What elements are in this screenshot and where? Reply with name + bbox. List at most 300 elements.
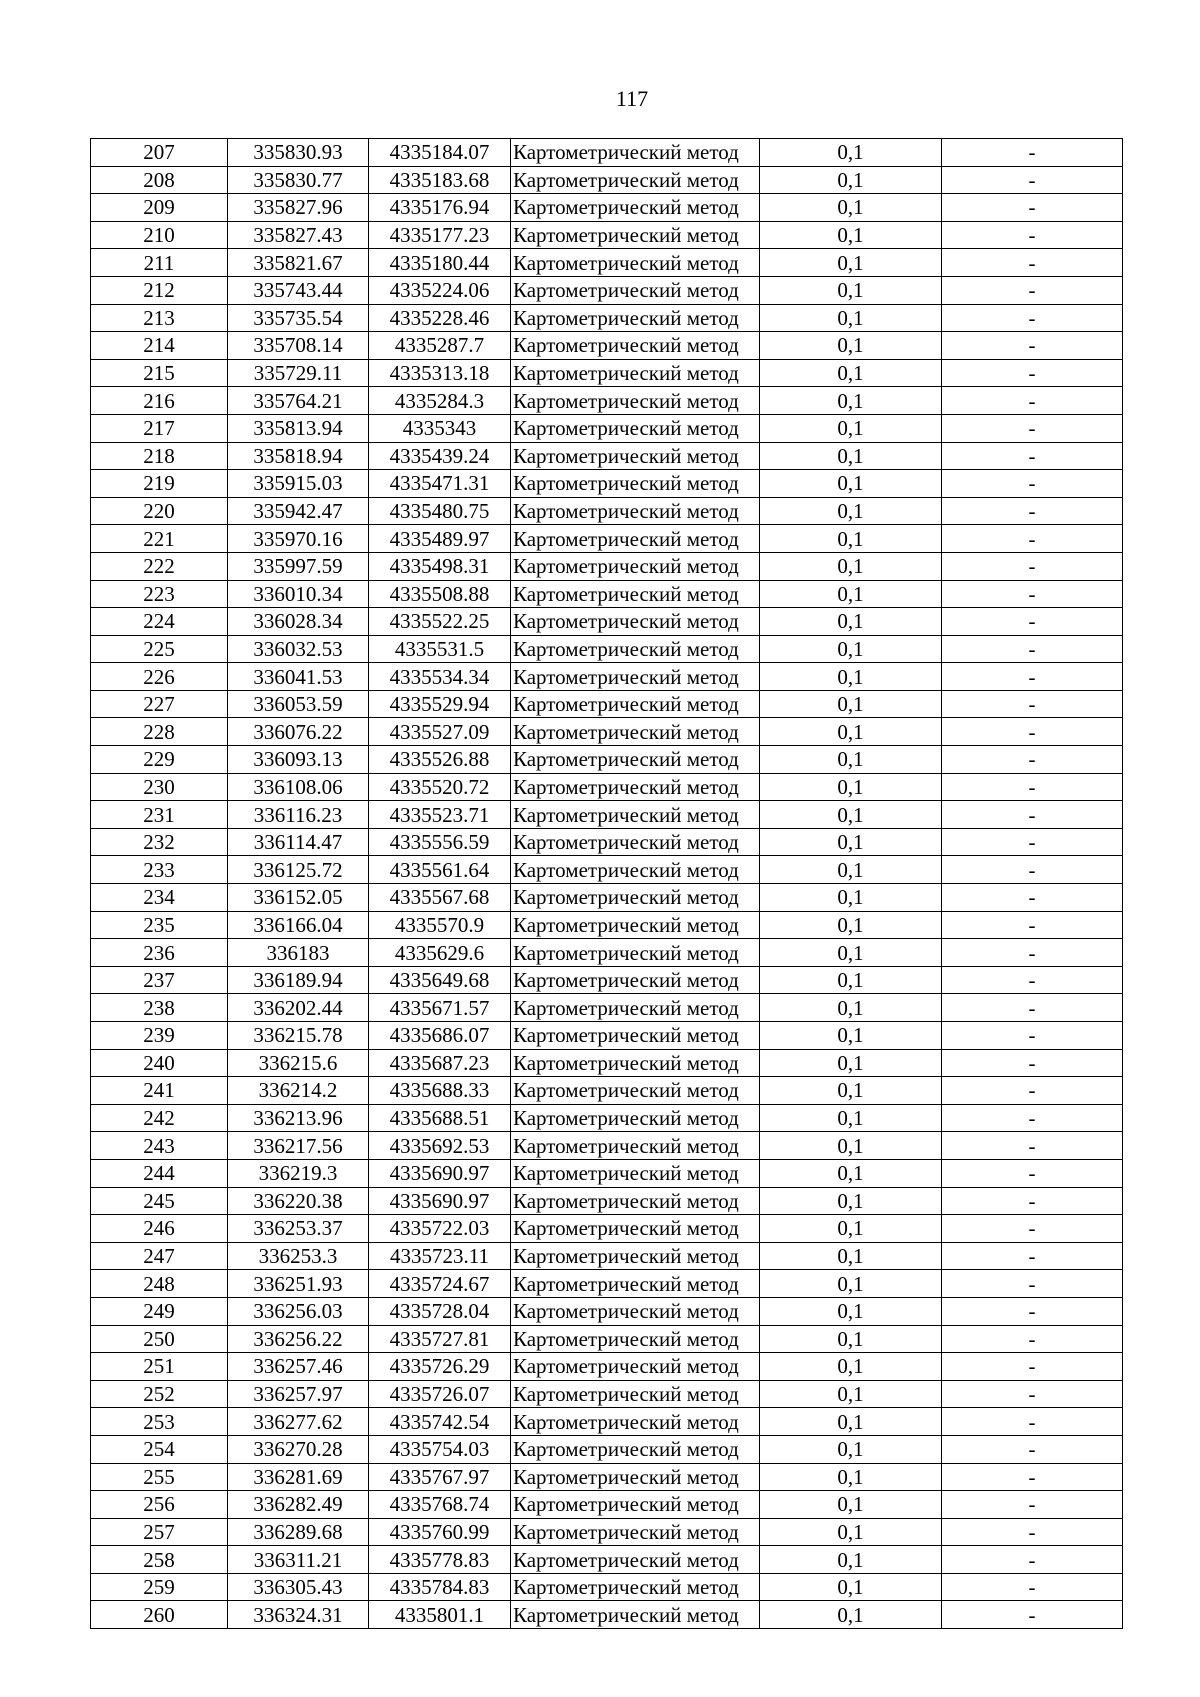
y-coordinate-cell: 4335686.07 — [369, 1022, 511, 1050]
accuracy-cell: 0,1 — [760, 1353, 942, 1381]
note-cell: - — [942, 580, 1123, 608]
table-row — [91, 580, 1123, 608]
accuracy-cell: 0,1 — [760, 718, 942, 746]
accuracy-cell: 0,1 — [760, 911, 942, 939]
point-number-cell: 260 — [91, 1601, 228, 1629]
y-coordinate-cell: 4335522.25 — [369, 608, 511, 636]
x-coordinate-cell: 336281.69 — [228, 1463, 369, 1491]
method-cell: Картометрический метод — [511, 497, 760, 525]
accuracy-cell: 0,1 — [760, 387, 942, 415]
y-coordinate-cell: 4335180.44 — [369, 249, 511, 277]
x-coordinate-cell: 336041.53 — [228, 663, 369, 691]
note-cell: - — [942, 1573, 1123, 1601]
point-number-cell: 240 — [91, 1049, 228, 1077]
accuracy-cell: 0,1 — [760, 304, 942, 332]
note-cell: - — [942, 1325, 1123, 1353]
accuracy-cell: 0,1 — [760, 1242, 942, 1270]
note-cell: - — [942, 1297, 1123, 1325]
point-number-cell: 229 — [91, 746, 228, 774]
y-coordinate-cell: 4335523.71 — [369, 801, 511, 829]
method-cell: Картометрический метод — [511, 1077, 760, 1105]
table-row — [91, 773, 1123, 801]
method-cell: Картометрический метод — [511, 1546, 760, 1574]
point-number-cell: 217 — [91, 414, 228, 442]
table-row — [91, 1601, 1123, 1629]
y-coordinate-cell: 4335727.81 — [369, 1325, 511, 1353]
table-row — [91, 911, 1123, 939]
note-cell: - — [942, 1408, 1123, 1436]
y-coordinate-cell: 4335726.29 — [369, 1353, 511, 1381]
note-cell: - — [942, 608, 1123, 636]
method-cell: Картометрический метод — [511, 1573, 760, 1601]
accuracy-cell: 0,1 — [760, 414, 942, 442]
point-number-cell: 222 — [91, 552, 228, 580]
y-coordinate-cell: 4335471.31 — [369, 470, 511, 498]
method-cell: Картометрический метод — [511, 1270, 760, 1298]
table-row — [91, 1573, 1123, 1601]
y-coordinate-cell: 4335526.88 — [369, 746, 511, 774]
table-row — [91, 442, 1123, 470]
y-coordinate-cell: 4335722.03 — [369, 1215, 511, 1243]
note-cell: - — [942, 1601, 1123, 1629]
y-coordinate-cell: 4335570.9 — [369, 911, 511, 939]
method-cell: Картометрический метод — [511, 552, 760, 580]
table-row — [91, 166, 1123, 194]
accuracy-cell: 0,1 — [760, 746, 942, 774]
note-cell: - — [942, 663, 1123, 691]
y-coordinate-cell: 4335567.68 — [369, 884, 511, 912]
y-coordinate-cell: 4335489.97 — [369, 525, 511, 553]
accuracy-cell: 0,1 — [760, 442, 942, 470]
accuracy-cell: 0,1 — [760, 828, 942, 856]
point-number-cell: 214 — [91, 332, 228, 360]
point-number-cell: 231 — [91, 801, 228, 829]
method-cell: Картометрический метод — [511, 1518, 760, 1546]
y-coordinate-cell: 4335723.11 — [369, 1242, 511, 1270]
table-row — [91, 1518, 1123, 1546]
accuracy-cell: 0,1 — [760, 1518, 942, 1546]
point-number-cell: 242 — [91, 1104, 228, 1132]
point-number-cell: 220 — [91, 497, 228, 525]
x-coordinate-cell: 336253.3 — [228, 1242, 369, 1270]
table-row — [91, 690, 1123, 718]
y-coordinate-cell: 4335690.97 — [369, 1159, 511, 1187]
accuracy-cell: 0,1 — [760, 580, 942, 608]
point-number-cell: 211 — [91, 249, 228, 277]
point-number-cell: 219 — [91, 470, 228, 498]
table-row — [91, 249, 1123, 277]
method-cell: Картометрический метод — [511, 359, 760, 387]
point-number-cell: 255 — [91, 1463, 228, 1491]
x-coordinate-cell: 336256.03 — [228, 1297, 369, 1325]
note-cell: - — [942, 828, 1123, 856]
table-row — [91, 828, 1123, 856]
y-coordinate-cell: 4335556.59 — [369, 828, 511, 856]
note-cell: - — [942, 1546, 1123, 1574]
note-cell: - — [942, 1380, 1123, 1408]
accuracy-cell: 0,1 — [760, 884, 942, 912]
x-coordinate-cell: 336053.59 — [228, 690, 369, 718]
x-coordinate-cell: 336220.38 — [228, 1187, 369, 1215]
point-number-cell: 239 — [91, 1022, 228, 1050]
method-cell: Картометрический метод — [511, 746, 760, 774]
method-cell: Картометрический метод — [511, 966, 760, 994]
accuracy-cell: 0,1 — [760, 1297, 942, 1325]
point-number-cell: 258 — [91, 1546, 228, 1574]
accuracy-cell: 0,1 — [760, 939, 942, 967]
table-row — [91, 139, 1123, 167]
note-cell: - — [942, 1518, 1123, 1546]
point-number-cell: 212 — [91, 276, 228, 304]
note-cell: - — [942, 332, 1123, 360]
note-cell: - — [942, 442, 1123, 470]
y-coordinate-cell: 4335224.06 — [369, 276, 511, 304]
point-number-cell: 251 — [91, 1353, 228, 1381]
y-coordinate-cell: 4335768.74 — [369, 1491, 511, 1519]
x-coordinate-cell: 336257.97 — [228, 1380, 369, 1408]
method-cell: Картометрический метод — [511, 1380, 760, 1408]
x-coordinate-cell: 336256.22 — [228, 1325, 369, 1353]
point-number-cell: 241 — [91, 1077, 228, 1105]
method-cell: Картометрический метод — [511, 801, 760, 829]
method-cell: Картометрический метод — [511, 442, 760, 470]
method-cell: Картометрический метод — [511, 663, 760, 691]
point-number-cell: 249 — [91, 1297, 228, 1325]
point-number-cell: 256 — [91, 1491, 228, 1519]
table-row — [91, 1353, 1123, 1381]
y-coordinate-cell: 4335228.46 — [369, 304, 511, 332]
x-coordinate-cell: 336166.04 — [228, 911, 369, 939]
accuracy-cell: 0,1 — [760, 332, 942, 360]
y-coordinate-cell: 4335287.7 — [369, 332, 511, 360]
x-coordinate-cell: 336324.31 — [228, 1601, 369, 1629]
point-number-cell: 245 — [91, 1187, 228, 1215]
point-number-cell: 234 — [91, 884, 228, 912]
table-row — [91, 276, 1123, 304]
x-coordinate-cell: 336215.78 — [228, 1022, 369, 1050]
table-row — [91, 1104, 1123, 1132]
accuracy-cell: 0,1 — [760, 552, 942, 580]
x-coordinate-cell: 336217.56 — [228, 1132, 369, 1160]
y-coordinate-cell: 4335531.5 — [369, 635, 511, 663]
note-cell: - — [942, 635, 1123, 663]
accuracy-cell: 0,1 — [760, 1104, 942, 1132]
table-row — [91, 304, 1123, 332]
note-cell: - — [942, 552, 1123, 580]
table-row — [91, 746, 1123, 774]
x-coordinate-cell: 335970.16 — [228, 525, 369, 553]
table-row — [91, 1132, 1123, 1160]
x-coordinate-cell: 336251.93 — [228, 1270, 369, 1298]
accuracy-cell: 0,1 — [760, 690, 942, 718]
x-coordinate-cell: 336270.28 — [228, 1435, 369, 1463]
accuracy-cell: 0,1 — [760, 1077, 942, 1105]
point-number-cell: 233 — [91, 856, 228, 884]
x-coordinate-cell: 335818.94 — [228, 442, 369, 470]
note-cell: - — [942, 1104, 1123, 1132]
method-cell: Картометрический метод — [511, 1435, 760, 1463]
note-cell: - — [942, 1077, 1123, 1105]
table-row — [91, 359, 1123, 387]
method-cell: Картометрический метод — [511, 1159, 760, 1187]
accuracy-cell: 0,1 — [760, 1270, 942, 1298]
x-coordinate-cell: 335915.03 — [228, 470, 369, 498]
y-coordinate-cell: 4335313.18 — [369, 359, 511, 387]
note-cell: - — [942, 994, 1123, 1022]
note-cell: - — [942, 1491, 1123, 1519]
table-row — [91, 1049, 1123, 1077]
note-cell: - — [942, 1463, 1123, 1491]
method-cell: Картометрический метод — [511, 1022, 760, 1050]
accuracy-cell: 0,1 — [760, 139, 942, 167]
y-coordinate-cell: 4335529.94 — [369, 690, 511, 718]
method-cell: Картометрический метод — [511, 828, 760, 856]
y-coordinate-cell: 4335687.23 — [369, 1049, 511, 1077]
accuracy-cell: 0,1 — [760, 249, 942, 277]
y-coordinate-cell: 4335498.31 — [369, 552, 511, 580]
accuracy-cell: 0,1 — [760, 1132, 942, 1160]
note-cell: - — [942, 1270, 1123, 1298]
method-cell: Картометрический метод — [511, 1601, 760, 1629]
x-coordinate-cell: 336028.34 — [228, 608, 369, 636]
method-cell: Картометрический метод — [511, 884, 760, 912]
note-cell: - — [942, 359, 1123, 387]
y-coordinate-cell: 4335784.83 — [369, 1573, 511, 1601]
table-row — [91, 1077, 1123, 1105]
method-cell: Картометрический метод — [511, 773, 760, 801]
point-number-cell: 259 — [91, 1573, 228, 1601]
accuracy-cell: 0,1 — [760, 166, 942, 194]
y-coordinate-cell: 4335508.88 — [369, 580, 511, 608]
note-cell: - — [942, 966, 1123, 994]
table-row — [91, 332, 1123, 360]
point-number-cell: 226 — [91, 663, 228, 691]
x-coordinate-cell: 336189.94 — [228, 966, 369, 994]
method-cell: Картометрический метод — [511, 414, 760, 442]
y-coordinate-cell: 4335728.04 — [369, 1297, 511, 1325]
point-number-cell: 248 — [91, 1270, 228, 1298]
x-coordinate-cell: 336116.23 — [228, 801, 369, 829]
note-cell: - — [942, 304, 1123, 332]
table-row — [91, 1325, 1123, 1353]
accuracy-cell: 0,1 — [760, 359, 942, 387]
point-number-cell: 250 — [91, 1325, 228, 1353]
x-coordinate-cell: 336257.46 — [228, 1353, 369, 1381]
note-cell: - — [942, 525, 1123, 553]
x-coordinate-cell: 335830.77 — [228, 166, 369, 194]
table-row — [91, 939, 1123, 967]
accuracy-cell: 0,1 — [760, 1022, 942, 1050]
method-cell: Картометрический метод — [511, 911, 760, 939]
x-coordinate-cell: 335821.67 — [228, 249, 369, 277]
y-coordinate-cell: 4335649.68 — [369, 966, 511, 994]
x-coordinate-cell: 335827.43 — [228, 221, 369, 249]
x-coordinate-cell: 336289.68 — [228, 1518, 369, 1546]
accuracy-cell: 0,1 — [760, 1546, 942, 1574]
coordinates-table-body — [91, 139, 1123, 1629]
method-cell: Картометрический метод — [511, 1491, 760, 1519]
table-row — [91, 608, 1123, 636]
note-cell: - — [942, 773, 1123, 801]
accuracy-cell: 0,1 — [760, 1435, 942, 1463]
note-cell: - — [942, 194, 1123, 222]
x-coordinate-cell: 335708.14 — [228, 332, 369, 360]
note-cell: - — [942, 856, 1123, 884]
point-number-cell: 235 — [91, 911, 228, 939]
table-row — [91, 1242, 1123, 1270]
x-coordinate-cell: 336311.21 — [228, 1546, 369, 1574]
point-number-cell: 208 — [91, 166, 228, 194]
accuracy-cell: 0,1 — [760, 525, 942, 553]
accuracy-cell: 0,1 — [760, 1491, 942, 1519]
y-coordinate-cell: 4335561.64 — [369, 856, 511, 884]
method-cell: Картометрический метод — [511, 1215, 760, 1243]
x-coordinate-cell: 336114.47 — [228, 828, 369, 856]
method-cell: Картометрический метод — [511, 608, 760, 636]
y-coordinate-cell: 4335724.67 — [369, 1270, 511, 1298]
method-cell: Картометрический метод — [511, 387, 760, 415]
y-coordinate-cell: 4335688.33 — [369, 1077, 511, 1105]
y-coordinate-cell: 4335177.23 — [369, 221, 511, 249]
method-cell: Картометрический метод — [511, 635, 760, 663]
note-cell: - — [942, 249, 1123, 277]
accuracy-cell: 0,1 — [760, 1573, 942, 1601]
point-number-cell: 218 — [91, 442, 228, 470]
note-cell: - — [942, 414, 1123, 442]
y-coordinate-cell: 4335527.09 — [369, 718, 511, 746]
method-cell: Картометрический метод — [511, 525, 760, 553]
note-cell: - — [942, 139, 1123, 167]
accuracy-cell: 0,1 — [760, 1159, 942, 1187]
method-cell: Картометрический метод — [511, 194, 760, 222]
x-coordinate-cell: 336093.13 — [228, 746, 369, 774]
x-coordinate-cell: 336032.53 — [228, 635, 369, 663]
note-cell: - — [942, 1435, 1123, 1463]
note-cell: - — [942, 470, 1123, 498]
table-row — [91, 994, 1123, 1022]
note-cell: - — [942, 1215, 1123, 1243]
point-number-cell: 244 — [91, 1159, 228, 1187]
method-cell: Картометрический метод — [511, 1408, 760, 1436]
accuracy-cell: 0,1 — [760, 608, 942, 636]
table-row — [91, 1380, 1123, 1408]
x-coordinate-cell: 335830.93 — [228, 139, 369, 167]
x-coordinate-cell: 336305.43 — [228, 1573, 369, 1601]
x-coordinate-cell: 335813.94 — [228, 414, 369, 442]
table-row — [91, 1491, 1123, 1519]
y-coordinate-cell: 4335760.99 — [369, 1518, 511, 1546]
table-row — [91, 801, 1123, 829]
point-number-cell: 236 — [91, 939, 228, 967]
x-coordinate-cell: 336183 — [228, 939, 369, 967]
y-coordinate-cell: 4335184.07 — [369, 139, 511, 167]
accuracy-cell: 0,1 — [760, 801, 942, 829]
coordinates-table — [90, 138, 1123, 1629]
x-coordinate-cell: 336125.72 — [228, 856, 369, 884]
point-number-cell: 230 — [91, 773, 228, 801]
method-cell: Картометрический метод — [511, 1104, 760, 1132]
point-number-cell: 227 — [91, 690, 228, 718]
method-cell: Картометрический метод — [511, 690, 760, 718]
x-coordinate-cell: 336282.49 — [228, 1491, 369, 1519]
x-coordinate-cell: 336108.06 — [228, 773, 369, 801]
note-cell: - — [942, 911, 1123, 939]
point-number-cell: 253 — [91, 1408, 228, 1436]
note-cell: - — [942, 1132, 1123, 1160]
table-row — [91, 884, 1123, 912]
note-cell: - — [942, 801, 1123, 829]
accuracy-cell: 0,1 — [760, 1187, 942, 1215]
x-coordinate-cell: 336253.37 — [228, 1215, 369, 1243]
method-cell: Картометрический метод — [511, 1463, 760, 1491]
table-row — [91, 1546, 1123, 1574]
x-coordinate-cell: 336213.96 — [228, 1104, 369, 1132]
y-coordinate-cell: 4335671.57 — [369, 994, 511, 1022]
accuracy-cell: 0,1 — [760, 221, 942, 249]
y-coordinate-cell: 4335754.03 — [369, 1435, 511, 1463]
accuracy-cell: 0,1 — [760, 1380, 942, 1408]
x-coordinate-cell: 336010.34 — [228, 580, 369, 608]
point-number-cell: 252 — [91, 1380, 228, 1408]
x-coordinate-cell: 335764.21 — [228, 387, 369, 415]
method-cell: Картометрический метод — [511, 1325, 760, 1353]
point-number-cell: 221 — [91, 525, 228, 553]
accuracy-cell: 0,1 — [760, 1215, 942, 1243]
method-cell: Картометрический метод — [511, 939, 760, 967]
point-number-cell: 216 — [91, 387, 228, 415]
accuracy-cell: 0,1 — [760, 773, 942, 801]
method-cell: Картометрический метод — [511, 1297, 760, 1325]
note-cell: - — [942, 1242, 1123, 1270]
table-row — [91, 718, 1123, 746]
point-number-cell: 232 — [91, 828, 228, 856]
y-coordinate-cell: 4335692.53 — [369, 1132, 511, 1160]
y-coordinate-cell: 4335176.94 — [369, 194, 511, 222]
point-number-cell: 223 — [91, 580, 228, 608]
table-row — [91, 1022, 1123, 1050]
note-cell: - — [942, 1353, 1123, 1381]
note-cell: - — [942, 1159, 1123, 1187]
accuracy-cell: 0,1 — [760, 276, 942, 304]
note-cell: - — [942, 387, 1123, 415]
point-number-cell: 254 — [91, 1435, 228, 1463]
table-row — [91, 1215, 1123, 1243]
x-coordinate-cell: 336152.05 — [228, 884, 369, 912]
point-number-cell: 228 — [91, 718, 228, 746]
note-cell: - — [942, 1187, 1123, 1215]
accuracy-cell: 0,1 — [760, 635, 942, 663]
table-row — [91, 552, 1123, 580]
accuracy-cell: 0,1 — [760, 1408, 942, 1436]
method-cell: Картометрический метод — [511, 470, 760, 498]
method-cell: Картометрический метод — [511, 1187, 760, 1215]
method-cell: Картометрический метод — [511, 221, 760, 249]
note-cell: - — [942, 939, 1123, 967]
x-coordinate-cell: 336076.22 — [228, 718, 369, 746]
note-cell: - — [942, 221, 1123, 249]
method-cell: Картометрический метод — [511, 580, 760, 608]
table-row — [91, 221, 1123, 249]
point-number-cell: 215 — [91, 359, 228, 387]
point-number-cell: 207 — [91, 139, 228, 167]
table-row — [91, 387, 1123, 415]
x-coordinate-cell: 336202.44 — [228, 994, 369, 1022]
method-cell: Картометрический метод — [511, 718, 760, 746]
point-number-cell: 257 — [91, 1518, 228, 1546]
table-row — [91, 1463, 1123, 1491]
method-cell: Картометрический метод — [511, 1353, 760, 1381]
y-coordinate-cell: 4335688.51 — [369, 1104, 511, 1132]
